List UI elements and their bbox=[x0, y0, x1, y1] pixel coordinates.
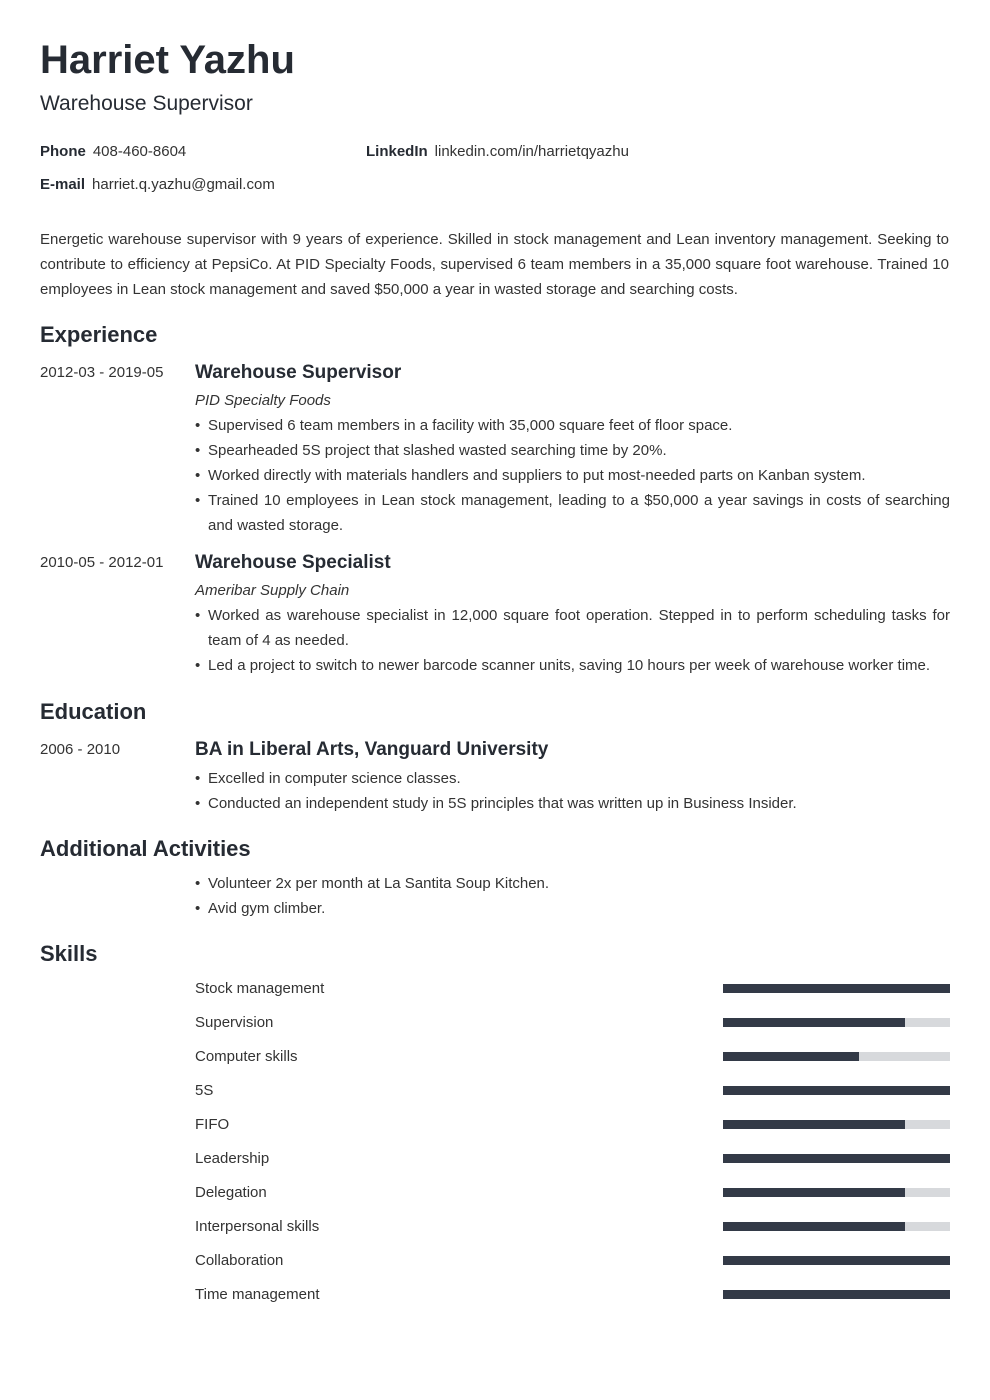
skills-heading: Skills bbox=[40, 941, 98, 966]
bullet-item: • Led a project to switch to newer barcode scanner units, saving 10 hours per week of warehouse worker time. bbox=[195, 657, 931, 674]
skill-row bbox=[195, 1044, 950, 1078]
linkedin-label: LinkedIn bbox=[366, 143, 428, 160]
bullet-list bbox=[195, 766, 950, 816]
bullet-list bbox=[195, 413, 950, 538]
entry-body bbox=[195, 871, 950, 921]
bullet-text: Volunteer 2x per month at La Santita Soup Kitchen. bbox=[208, 875, 550, 892]
skill-level-bar bbox=[723, 1086, 950, 1095]
bullet-text: Led a project to switch to newer barcode scanner units, saving 10 hours per week of warehouse worker time. bbox=[208, 657, 931, 674]
skill-name: FIFO bbox=[195, 1116, 230, 1133]
skill-level-fill bbox=[723, 984, 950, 993]
contact-email bbox=[40, 175, 275, 195]
entry-dates: 2012-03 - 2019-05 bbox=[40, 364, 164, 381]
summary-paragraph: Energetic warehouse supervisor with 9 years of experience. Skilled in stock management and Lean inventory management. Seeking to contribute to efficiency at PepsiCo. At PID Specialty Foods, supervised 6 team members in a 35,000 square foot warehouse. Trained 10 employees in Lean stock management and saved $50,000 a year in wasted storage and searching costs. bbox=[40, 231, 949, 298]
job-title: Warehouse Specialist bbox=[195, 552, 391, 573]
skill-level-fill bbox=[723, 1256, 950, 1265]
entry-body bbox=[195, 740, 950, 816]
bullet-text: Conducted an independent study in 5S principles that was written up in Business Insider. bbox=[208, 795, 797, 812]
linkedin-value[interactable]: linkedin.com/in/harrietqyazhu bbox=[434, 143, 629, 160]
bullet-text: Avid gym climber. bbox=[208, 900, 326, 917]
skill-row bbox=[195, 1214, 950, 1248]
bullet-item: • Volunteer 2x per month at La Santita Soup Kitchen. bbox=[195, 875, 550, 892]
phone-label: Phone bbox=[40, 143, 86, 160]
bullet-item: • Excelled in computer science classes. bbox=[195, 770, 461, 787]
bullet-text: Excelled in computer science classes. bbox=[208, 770, 461, 787]
skill-name: Supervision bbox=[195, 1014, 274, 1031]
skill-level-bar bbox=[723, 1290, 950, 1299]
skill-row bbox=[195, 1282, 950, 1316]
candidate-name: Harriet Yazhu bbox=[40, 38, 295, 82]
skill-level-fill bbox=[723, 1018, 905, 1027]
skill-name: Time management bbox=[195, 1286, 320, 1303]
entry-dates: 2010-05 - 2012-01 bbox=[40, 554, 164, 571]
bullet-text: Worked as warehouse specialist in 12,000 square foot operation. Stepped in to perform scheduling tasks for team of 4 as needed. bbox=[208, 607, 950, 649]
skill-row bbox=[195, 1146, 950, 1180]
skill-row bbox=[195, 1078, 950, 1112]
skill-level-fill bbox=[723, 1290, 950, 1299]
bullet-text: Supervised 6 team members in a facility with 35,000 square feet of floor space. bbox=[208, 417, 733, 434]
skill-row bbox=[195, 1248, 950, 1282]
skill-level-fill bbox=[723, 1052, 859, 1061]
education-heading: Education bbox=[40, 699, 147, 724]
bullet-item: • Trained 10 employees in Lean stock management, leading to a $50,000 a year savings in costs of searching and wasted storage. bbox=[195, 492, 950, 534]
entry-dates: 2006 - 2010 bbox=[40, 741, 121, 758]
degree-title: BA in Liberal Arts, Vanguard University bbox=[195, 739, 549, 760]
skill-row bbox=[195, 1180, 950, 1214]
job-title: Warehouse Supervisor bbox=[195, 362, 402, 383]
company-name: PID Specialty Foods bbox=[195, 392, 331, 409]
skill-level-bar bbox=[723, 1052, 950, 1061]
bullet-item: • Spearheaded 5S project that slashed wasted searching time by 20%. bbox=[195, 442, 667, 459]
skill-level-bar bbox=[723, 1222, 950, 1231]
skill-level-bar bbox=[723, 1120, 950, 1129]
activities-heading: Additional Activities bbox=[40, 836, 251, 861]
skill-level-fill bbox=[723, 1086, 950, 1095]
skill-level-bar bbox=[723, 1256, 950, 1265]
skill-name: 5S bbox=[195, 1082, 214, 1099]
skill-level-bar bbox=[723, 1154, 950, 1163]
skill-level-fill bbox=[723, 1188, 905, 1197]
skill-row bbox=[195, 976, 950, 1010]
bullet-text: Trained 10 employees in Lean stock management, leading to a $50,000 a year savings in costs of searching and wasted storage. bbox=[208, 492, 950, 534]
skill-name: Interpersonal skills bbox=[195, 1218, 320, 1235]
email-value[interactable]: harriet.q.yazhu@gmail.com bbox=[92, 176, 275, 193]
candidate-title: Warehouse Supervisor bbox=[40, 92, 253, 115]
skill-level-fill bbox=[723, 1120, 905, 1129]
bullet-list bbox=[195, 871, 950, 921]
skill-level-fill bbox=[723, 1154, 950, 1163]
experience-heading: Experience bbox=[40, 322, 158, 347]
contact-linkedin bbox=[366, 142, 629, 162]
bullet-item: • Conducted an independent study in 5S principles that was written up in Business Insider. bbox=[195, 795, 797, 812]
skill-level-bar bbox=[723, 1188, 950, 1197]
bullet-text: Spearheaded 5S project that slashed wasted searching time by 20%. bbox=[208, 442, 667, 459]
skill-row bbox=[195, 1112, 950, 1146]
company-name: Ameribar Supply Chain bbox=[195, 582, 350, 599]
skill-name: Collaboration bbox=[195, 1252, 284, 1269]
skill-level-fill bbox=[723, 1222, 905, 1231]
bullet-item: • Supervised 6 team members in a facility with 35,000 square feet of floor space. bbox=[195, 417, 733, 434]
skill-name: Leadership bbox=[195, 1150, 270, 1167]
bullet-item: • Avid gym climber. bbox=[195, 900, 326, 917]
skill-name: Stock management bbox=[195, 980, 325, 997]
entry-body bbox=[195, 363, 950, 538]
skill-row bbox=[195, 1010, 950, 1044]
skill-name: Delegation bbox=[195, 1184, 267, 1201]
skill-level-bar bbox=[723, 984, 950, 993]
entry-body bbox=[195, 553, 950, 678]
skill-name: Computer skills bbox=[195, 1048, 298, 1065]
bullet-item: • Worked directly with materials handlers and suppliers to put most-needed parts on Kanban system. bbox=[195, 467, 866, 484]
bullet-list bbox=[195, 603, 950, 678]
email-label: E-mail bbox=[40, 176, 86, 193]
bullet-item: • Worked as warehouse specialist in 12,000 square foot operation. Stepped in to perform scheduling tasks for team of 4 as needed. bbox=[195, 607, 950, 649]
contact-phone bbox=[40, 142, 186, 162]
skill-level-bar bbox=[723, 1018, 950, 1027]
skills-list bbox=[195, 976, 950, 1316]
phone-value[interactable]: 408-460-8604 bbox=[92, 143, 187, 160]
bullet-text: Worked directly with materials handlers and suppliers to put most-needed parts on Kanban system. bbox=[208, 467, 866, 484]
